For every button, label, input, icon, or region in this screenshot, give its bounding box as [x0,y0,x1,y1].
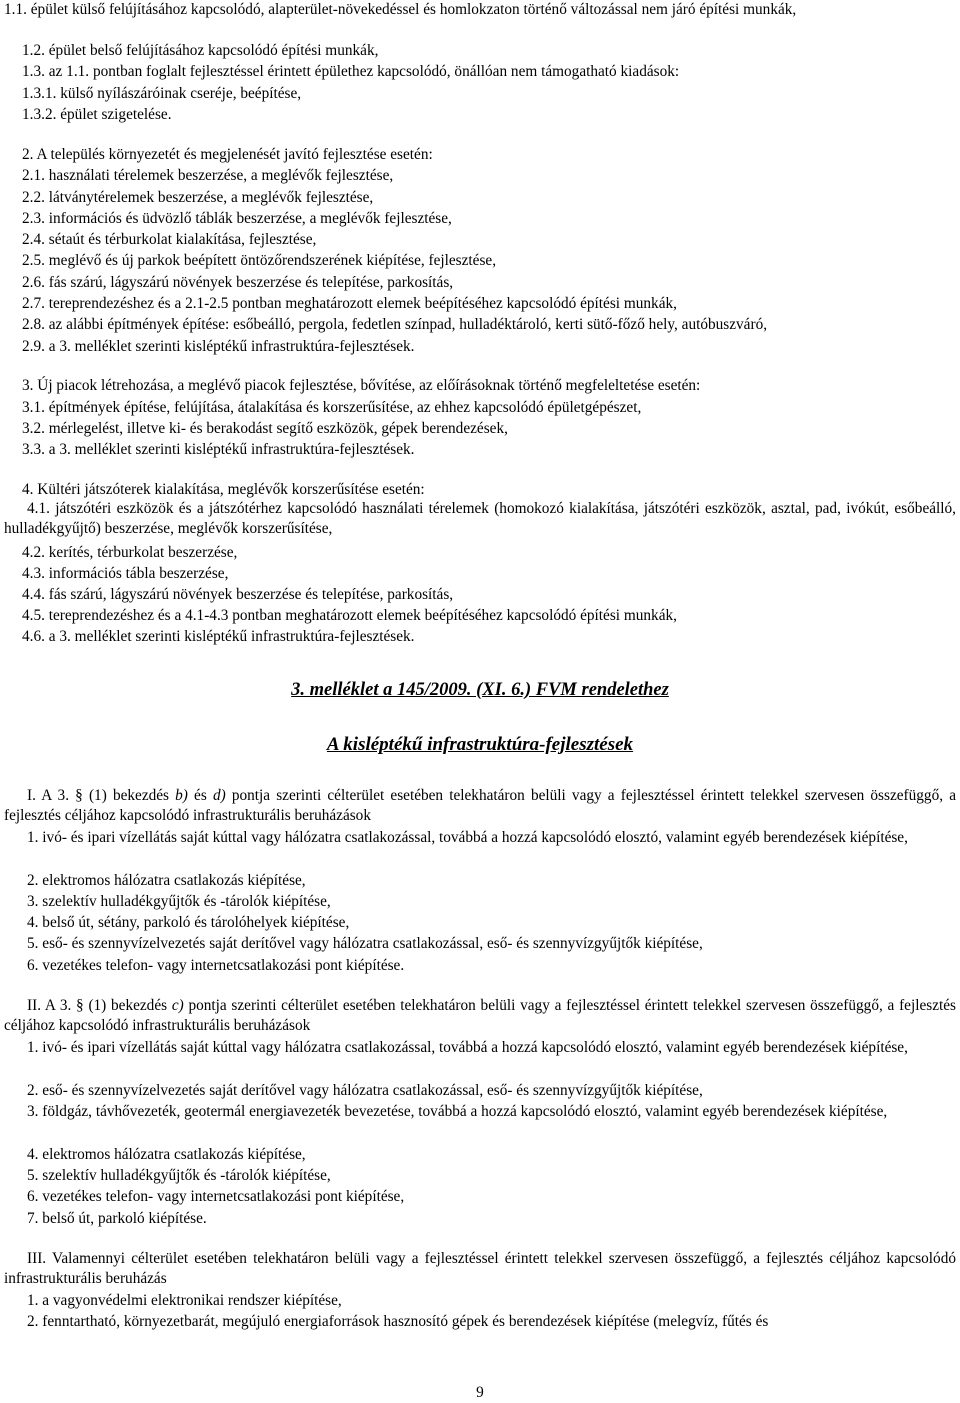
section-II-item-4: 4. elektromos hálózatra csatlakozás kiépítése, [27,1146,306,1163]
item-2-8: 2.8. az alábbi építmények építése: esőbeálló, pergola, fedetlen színpad, hulladéktároló, kerti sütő-főző hely, autóbuszváró, [22,316,768,333]
section-I-text-e: pontja szerinti célterület esetében telekhatáron belüli vagy a fejlesztéssel érintett telekkel szervesen összefüggő, a fejlesztés céljához kapcsolódó infrastrukturális beruházások [4,787,956,825]
page-number: 9 [476,1384,484,1401]
item-1-3-2: 1.3.2. épület szigetelése. [22,106,172,123]
section-II-item-2: 2. eső- és szennyvízelvezetés saját derítővel vagy hálózatra csatlakozással, eső- és szennyvízgyűjtők kiépítése, [27,1082,703,1099]
item-2-2: 2.2. látványtérelemek beszerzése, a meglévők fejlesztése, [22,189,374,206]
section-I-intro [4,786,956,827]
section-II-item-7: 7. belső út, parkoló kiépítése. [27,1210,207,1227]
item-1-1: 1.1. épület külső felújításához kapcsolódó, alapterület-növekedéssel és homlokzaton történő változással nem járó építési munkák, [4,1,797,18]
section-II-item-6: 6. vezetékes telefon- vagy internetcsatlakozási pont kiépítése, [27,1188,405,1205]
item-2-4: 2.4. sétaút és térburkolat kialakítása, fejlesztése, [22,231,317,248]
section-II-item-5: 5. szelektív hulladékgyűjtők és -tárolók kiépítése, [27,1167,331,1184]
item-2-3: 2.3. információs és üdvözlő táblák beszerzése, a meglévők fejlesztése, [22,210,452,227]
section-2-title: 2. A település környezetét és megjelenését javító fejlesztése esetén: [22,146,433,163]
item-3-3: 3.3. a 3. melléklet szerinti kisléptékű infrastruktúra-fejlesztések. [22,441,415,458]
section-II-text-a: II. A 3. § (1) bekezdés [27,997,172,1014]
item-1-2: 1.2. épület belső felújításához kapcsolódó építési munkák, [22,42,379,59]
annex-heading: 3. melléklet a 145/2009. (XI. 6.) FVM rendelethez [291,680,669,700]
section-4-title: 4. Kültéri játszóterek kialakítása, meglévők korszerűsítése esetén: [22,481,425,498]
section-I-text-a: I. A 3. § (1) bekezdés [27,787,176,804]
item-2-9: 2.9. a 3. melléklet szerinti kisléptékű infrastruktúra-fejlesztések. [22,338,415,355]
section-II-item-3: 3. földgáz, távhővezeték, geotermál energiavezeték bevezetése, továbbá a hozzá kapcsolódó elosztó, valamint egyéb berendezések kiépítése, [27,1103,888,1120]
item-1-3-1: 1.3.1. külső nyílászáróinak cseréje, beépítése, [22,85,302,102]
item-4-5: 4.5. tereprendezéshez és a 4.1-4.3 pontban meghatározott elemek beépítéséhez kapcsolódó építési munkák, [22,607,677,624]
section-II-ref-c: c) [171,997,184,1014]
item-2-6: 2.6. fás szárú, lágyszárú növények beszerzése és telepítése, parkosítás, [22,274,454,291]
section-I-item-4: 4. belső út, sétány, parkoló és tárolóhelyek kiépítése, [27,914,350,931]
section-II-item-1: 1. ivó- és ipari vízellátás saját kúttal vagy hálózatra csatlakozással, továbbá a hozzá kapcsolódó elosztó, valamint egyéb berendezések kiépítése, [27,1039,908,1056]
section-I-item-6: 6. vezetékes telefon- vagy internetcsatlakozási pont kiépítése. [27,957,405,974]
section-III-item-2: 2. fenntartható, környezetbarát, megújuló energiaforrások hasznosító gépek és berendezések kiépítése (melegvíz, fűtés és [27,1313,769,1330]
item-4-3: 4.3. információs tábla beszerzése, [22,565,229,582]
annex-subheading: A kisléptékű infrastruktúra-fejlesztések [326,734,634,755]
section-I-ref-d: d) [212,787,226,804]
item-2-5: 2.5. meglévő és új parkok beépített öntözőrendszerének kiépítése, fejlesztése, [22,252,497,269]
item-4-2: 4.2. kerítés, térburkolat beszerzése, [22,544,238,561]
item-4-4: 4.4. fás szárú, lágyszárú növények beszerzése és telepítése, parkosítás, [22,586,454,603]
item-4-1: 4.1. játszótéri eszközök és a játszótérhez kapcsolódó használati térelemek (homokozó kialakítása, játszótéri eszközök, asztal, pad, ivókút, esőbeálló, hulladékgyűjtő) beszerzése, meglévők korszerűsítése, [4,500,956,538]
section-I-item-1: 1. ivó- és ipari vízellátás saját kúttal vagy hálózatra csatlakozással, továbbá a hozzá kapcsolódó elosztó, valamint egyéb berendezések kiépítése, [27,829,908,846]
section-3-title: 3. Új piacok létrehozása, a meglévő piacok fejlesztése, bővítése, az előírásoknak történő megfeleltetése esetén: [22,377,701,394]
item-3-1: 3.1. építmények építése, felújítása, átalakítása és korszerűsítése, az ehhez kapcsolódó épületgépészet, [22,399,642,416]
item-2-1: 2.1. használati térelemek beszerzése, a meglévők fejlesztése, [22,167,394,184]
section-II-intro [4,996,956,1037]
section-I-ref-b: b) [175,787,188,804]
section-I-text-c: és [187,787,213,804]
item-2-7: 2.7. tereprendezéshez és a 2.1-2.5 pontban meghatározott elemek beépítéséhez kapcsolódó építési munkák, [22,295,677,312]
item-4-6: 4.6. a 3. melléklet szerinti kisléptékű infrastruktúra-fejlesztések. [22,628,415,645]
section-III-intro: III. Valamennyi célterület esetében telekhatáron belüli vagy a fejlesztéssel érintett telekkel szervesen összefüggő, a fejlesztés céljához kapcsolódó infrastrukturális beruházás [4,1250,956,1288]
section-I-item-3: 3. szelektív hulladékgyűjtők és -tárolók kiépítése, [27,893,331,910]
item-1-3: 1.3. az 1.1. pontban foglalt fejlesztéssel érintett épülethez kapcsolódó, önállóan nem támogatható kiadások: [22,63,680,80]
section-I-item-2: 2. elektromos hálózatra csatlakozás kiépítése, [27,872,306,889]
section-III-item-1: 1. a vagyonvédelmi elektronikai rendszer kiépítése, [27,1292,342,1309]
section-II-text-c: pontja szerinti célterület esetében telekhatáron belüli vagy a fejlesztéssel érintett telekkel szervesen összefüggő, a fejlesztés céljához kapcsolódó infrastrukturális beruházások [4,997,956,1035]
section-I-item-5: 5. eső- és szennyvízelvezetés saját derítővel vagy hálózatra csatlakozással, eső- és szennyvízgyűjtők kiépítése, [27,935,703,952]
item-3-2: 3.2. mérlegelést, illetve ki- és berakodást segítő eszközök, gépek berendezések, [22,420,508,437]
